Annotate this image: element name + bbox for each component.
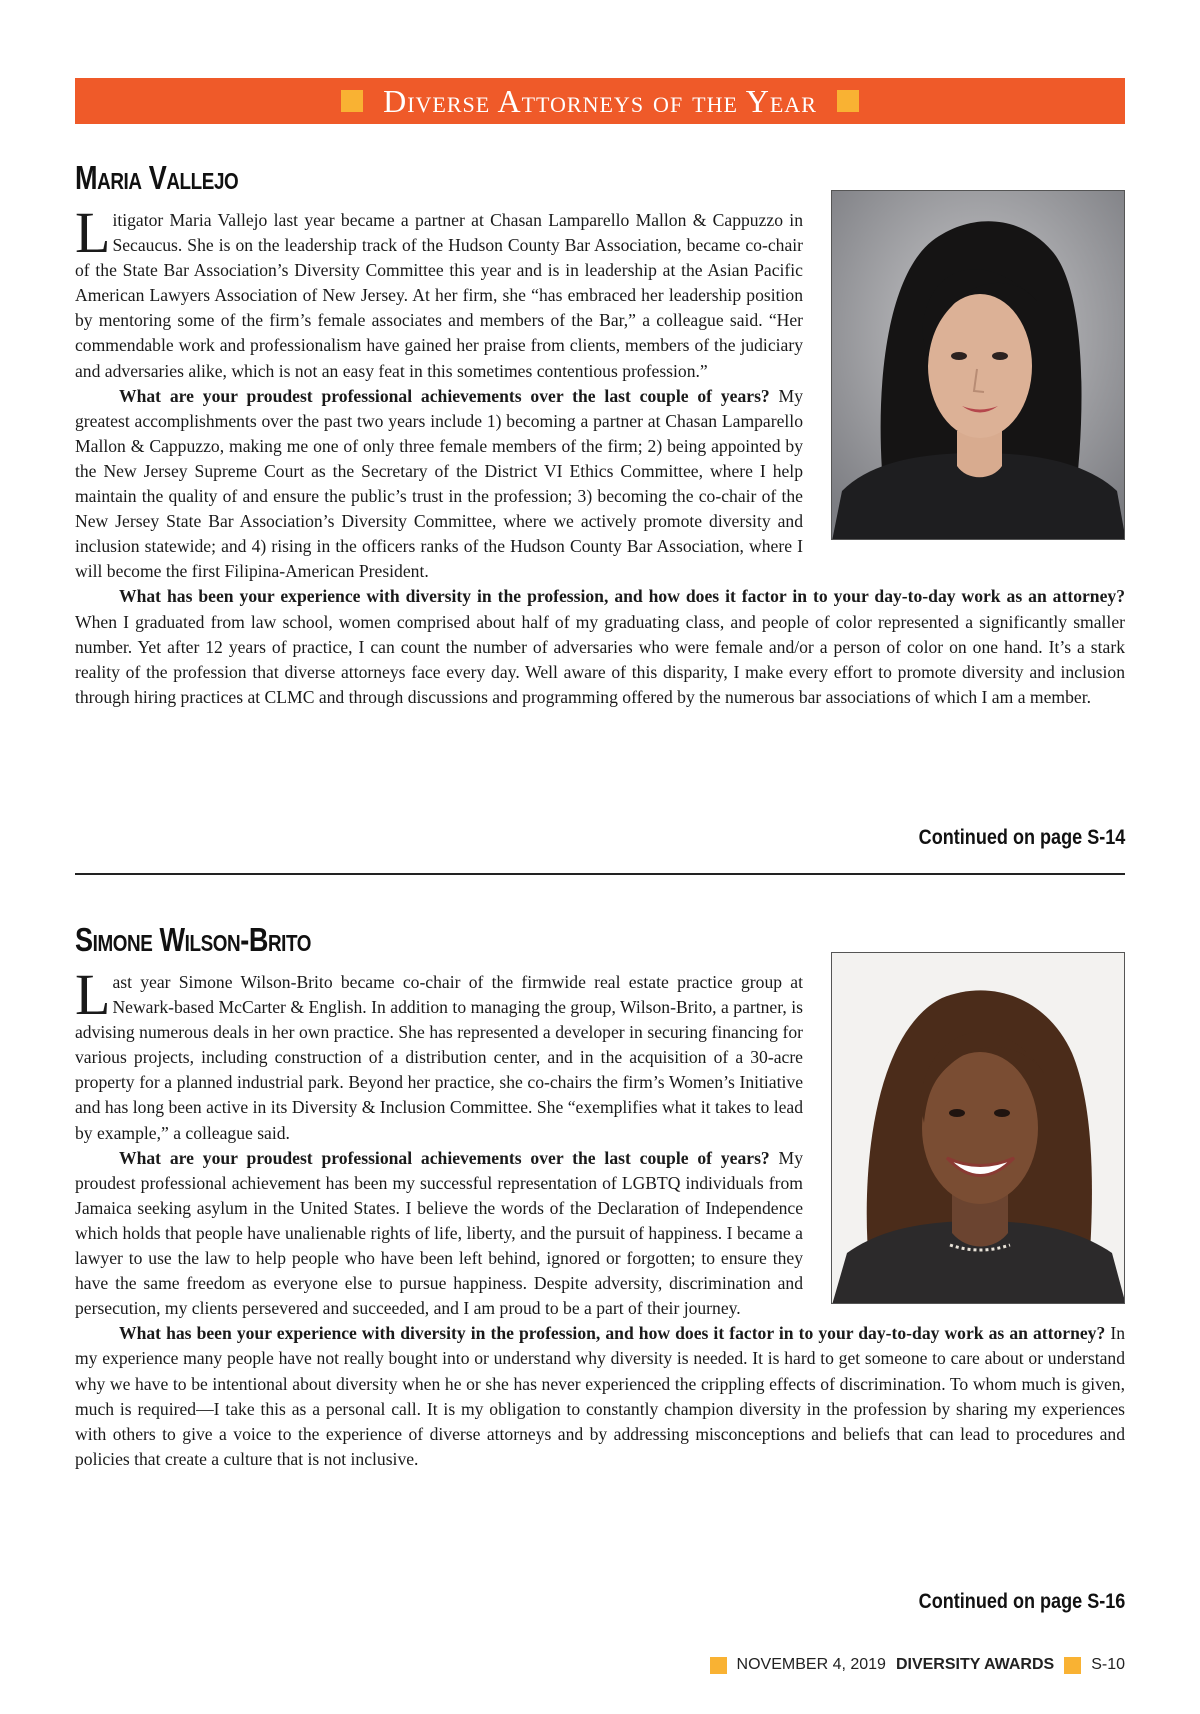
footer-date: NOVEMBER 4, 2019 <box>736 1656 886 1673</box>
section-banner <box>75 78 1125 124</box>
portrait-photo <box>831 952 1125 1304</box>
continued-note: Continued on page S-16 <box>918 1590 1125 1613</box>
page-number: S-10 <box>1091 1656 1125 1673</box>
answer-text: My greatest accomplishments over the past two years include 1) becoming a partner at Chasan Lamparello Mallon & Cappuzzo, making me one of only three female members of the firm; 2) being appointed by the New Jersey Supreme Court as the Secretary of the District VI Ethics Committee, where I help maintain the quality of and ensure the public’s trust in the profession; 3) becoming the co-chair of the New Jersey State Bar Association’s Diversity Committee, where we actively promote diversity and inclusion statewide; and 4) rising in the officers ranks of the Hudson County Bar Association, where I will become the first Filipina-American President. <box>75 385 803 582</box>
profile-name: Simone Wilson-Brito <box>75 921 312 958</box>
square-bullet-icon <box>1064 1657 1081 1674</box>
answer-text: When I graduated from law school, women comprised about half of my graduating class, and people of color represented a significantly smaller number. Yet after 12 years of practice, I can count the number of adversaries who were female and/or a person of color on one hand. It’s a stark reality of the profession that diverse attorneys face every day. Well aware of this disparity, I make every effort to promote diversity and inclusion through hiring practices at CLMC and through discussions and programming offered by the numerous bar associations of which I am a member. <box>75 611 1125 707</box>
profile-simone-wilson-brito <box>75 920 1125 1613</box>
portrait-photo <box>831 190 1125 540</box>
footer-title: DIVERSITY AWARDS <box>895 1656 1055 1673</box>
question-text: What are your proudest professional achievements over the last couple of years? <box>119 385 770 406</box>
drop-cap: L <box>75 962 111 1027</box>
answer-text: My proudest professional achievement has been my successful representation of LGBTQ individuals from Jamaica seeking asylum in the United States. I believe the words of the Declaration of Independence which holds that people have unalienable rights of life, liberty, and the pursuit of happiness. I became a lawyer to use the law to help people who have been left behind, ignored or forgotten; to ensure they have the same freedom as everyone else to pursue happiness. Despite adversity, discrimination and persecution, my clients persevered and succeeded, and I am proud to be a part of their journey. <box>75 1147 803 1319</box>
square-bullet-icon <box>341 90 363 112</box>
square-bullet-icon <box>710 1657 727 1674</box>
intro-text: itigator Maria Vallejo last year became a partner at Chasan Lamparello Mallon & Cappuzzo in Secaucus. She is on the leadership track of the Hudson County Bar Association, became co-chair of the State Bar Association’s Diversity Committee this year and is in leadership at the Asian Pacific American Lawyers Association of New Jersey. At her firm, she “has embraced her leadership position by mentoring some of the firm’s female associates and members of the Bar,” a colleague said. “Her commendable work and professionalism have gained her praise from clients, members of the judiciary and adversaries alike, which is not an easy feat in this sometimes contentious profession.” <box>75 210 803 381</box>
question-text: What has been your experience with diversity in the profession, and how does it factor in to your day-to-day work as an attorney? <box>119 586 1125 607</box>
answer-text: In my experience many people have not really bought into or understand why diversity is needed. It is hard to get someone to care about or understand why we have to be intentional about diversity when he or she has never experienced the crippling effects of discrimination. To whom much is given, much is required—I take this as a personal call. It is my obligation to constantly champion diversity in the profession by sharing my experiences with others to give a voice to the experience of diverse attorneys and by addressing misconceptions and beliefs that can lead to procedures and policies that create a culture that is not inclusive. <box>75 1323 1125 1469</box>
banner-title: Diverse Attorneys of the Year <box>383 83 817 119</box>
question-text: What has been your experience with diversity in the profession, and how does it factor in to your day-to-day work as an attorney? <box>119 1323 1106 1344</box>
section-divider <box>75 873 1125 875</box>
profile-name: Maria Vallejo <box>75 159 239 196</box>
continued-note: Continued on page S-14 <box>918 826 1125 849</box>
page-footer <box>710 1656 1125 1674</box>
intro-text: ast year Simone Wilson-Brito became co-chair of the firmwide real estate practice group at Newark-based McCarter & English. In addition to managing the group, Wilson-Brito, a partner, is advising numerous deals in her own practice. She has represented a developer in securing financing for various projects, including construction of a distribution center, and in the acquisition of a 30-acre property for a planned industrial park. Beyond her practice, she co-chairs the firm’s Women’s Initiative and has long been active in its Diversity & Inclusion Committee. She “exemplifies what it takes to lead by example,” a colleague said. <box>75 972 803 1143</box>
drop-cap: L <box>75 200 111 265</box>
question-text: What are your proudest professional achievements over the last couple of years? <box>119 1147 770 1168</box>
square-bullet-icon <box>837 90 859 112</box>
profile-maria-vallejo <box>75 158 1125 849</box>
